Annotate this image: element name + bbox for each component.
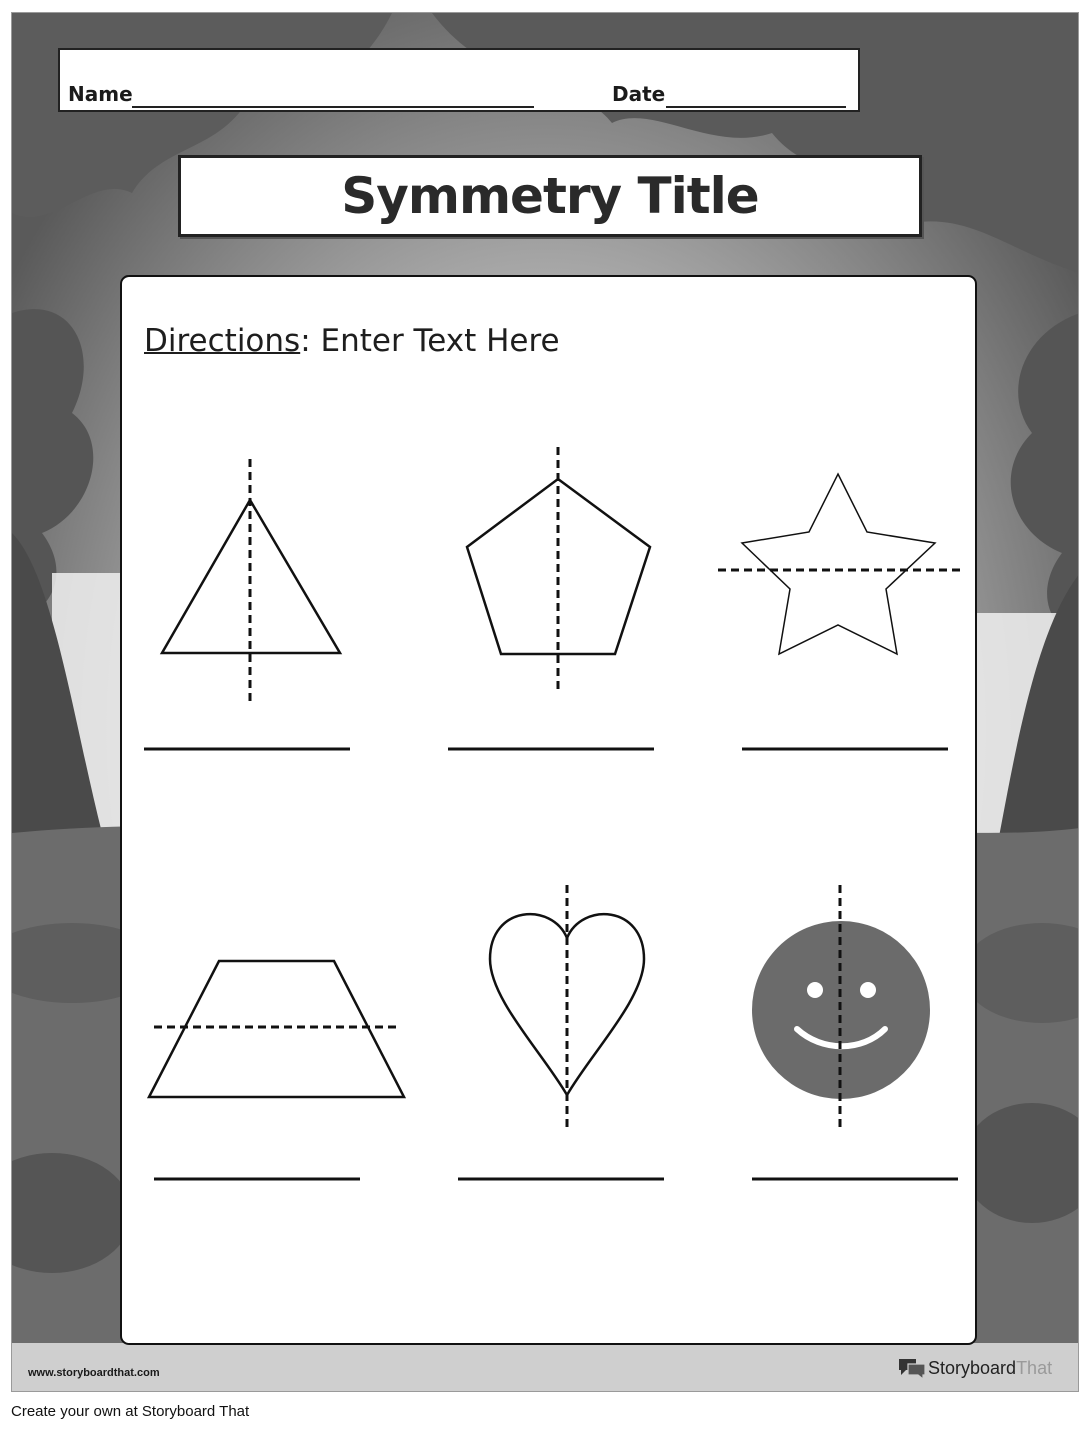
date-field[interactable] xyxy=(666,106,846,108)
directions-text: : Enter Text Here xyxy=(300,323,560,359)
speech-bubble-icon xyxy=(896,1355,928,1381)
storyboardthat-logo[interactable] xyxy=(896,1354,1052,1382)
star-shape xyxy=(718,474,960,654)
logo-word-that: That xyxy=(1016,1357,1053,1378)
triangle-shape xyxy=(162,459,340,701)
worksheet-panel xyxy=(120,275,977,1345)
name-field[interactable] xyxy=(132,106,534,108)
title-box xyxy=(178,155,922,237)
pentagon-shape xyxy=(467,447,650,689)
directions-label: Directions xyxy=(144,323,301,359)
page-title[interactable]: Symmetry Title xyxy=(341,167,759,225)
worksheet xyxy=(11,12,1079,1392)
trapezoid-shape xyxy=(149,961,404,1097)
smiley-face-icon xyxy=(752,885,930,1127)
date-label: Date xyxy=(612,82,666,106)
heart-shape xyxy=(490,885,644,1127)
shapes-area xyxy=(122,277,979,1347)
logo-word-storyboard: Storyboard xyxy=(928,1357,1017,1378)
name-date-box xyxy=(58,48,860,112)
footer-url[interactable]: www.storyboardthat.com xyxy=(28,1367,160,1379)
bottom-caption[interactable]: Create your own at Storyboard That xyxy=(11,1403,250,1420)
name-label: Name xyxy=(68,82,133,106)
